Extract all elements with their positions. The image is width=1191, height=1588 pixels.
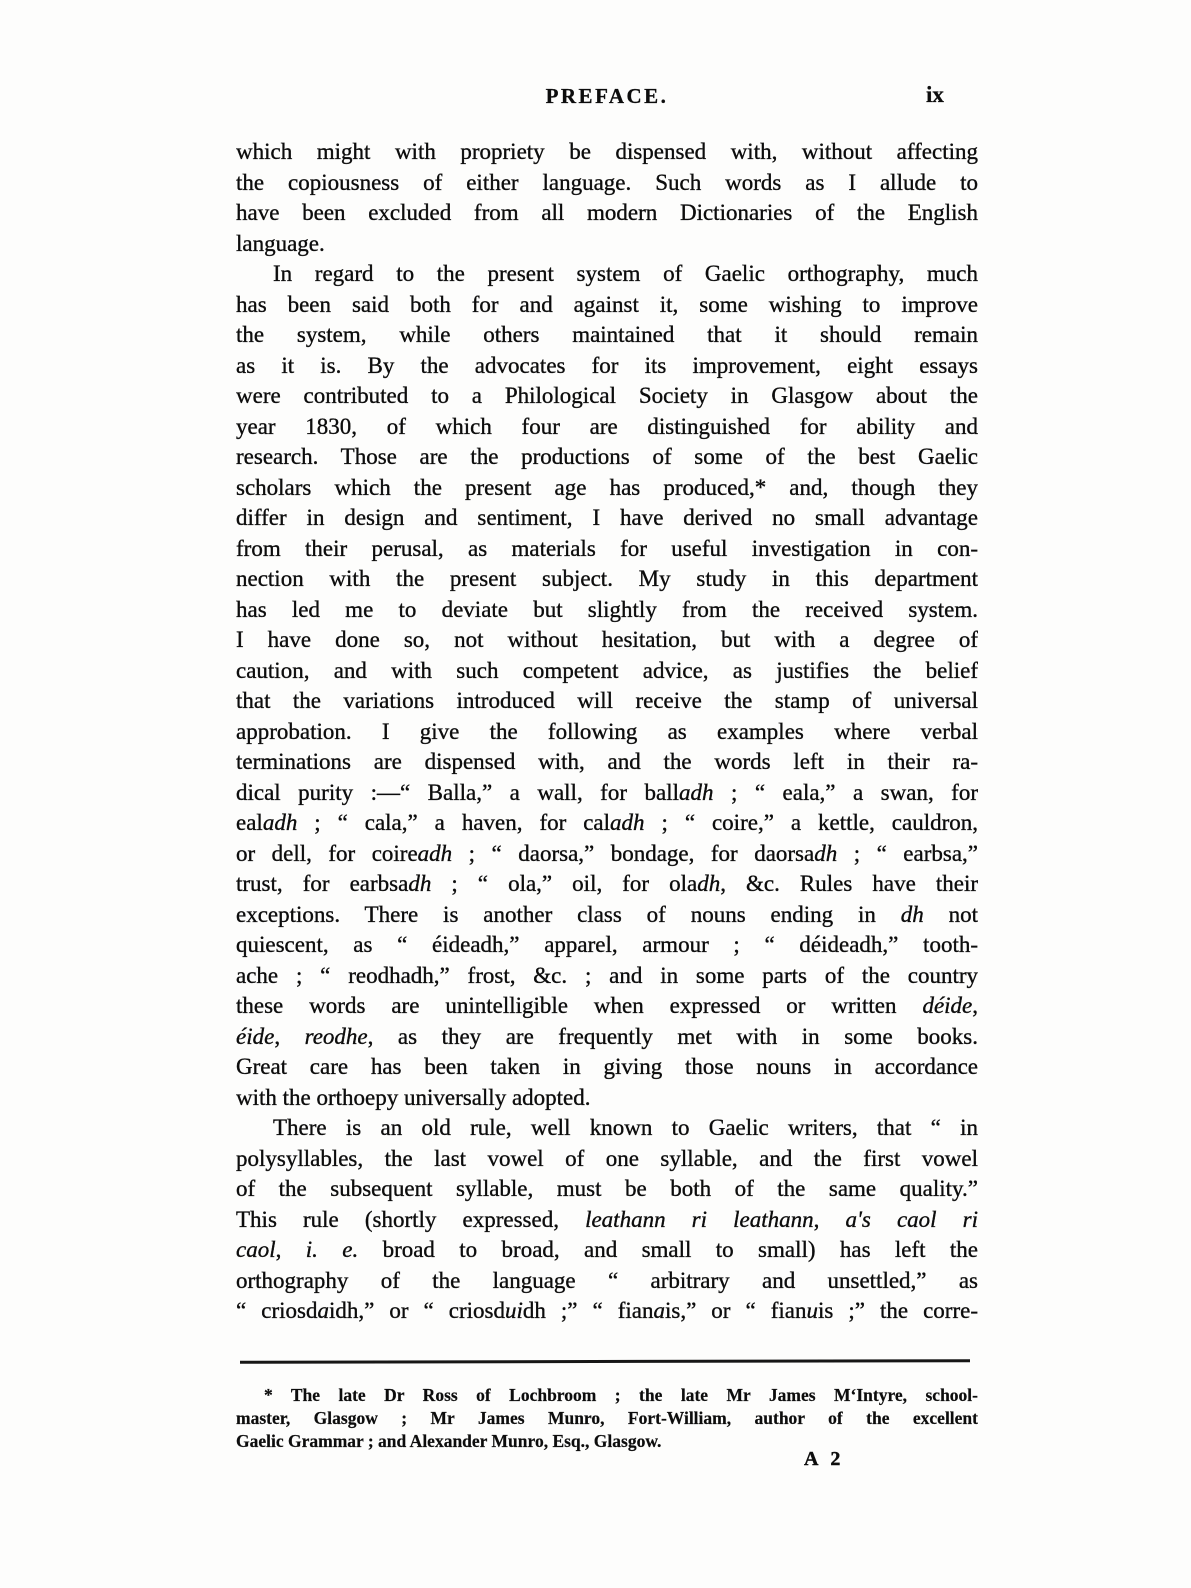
- paragraph: [236, 137, 978, 259]
- text-line: as it is. By the advocates for its improvement, eight essays: [236, 352, 978, 378]
- text-line: from their perusal, as materials for useful investigation in con-: [236, 535, 978, 561]
- text-line: There is an old rule, well known to Gaelic writers, that “ in: [273, 1115, 978, 1140]
- page-number: ix: [926, 82, 944, 107]
- text-line: polysyllables, the last vowel of one syllable, and the first vowel: [236, 1145, 978, 1171]
- text-line: these words are unintelligible when expressed or written déide,: [236, 993, 978, 1018]
- text-line: Great care has been taken in giving those nouns in accordance: [236, 1054, 978, 1079]
- text-line: has been said both for and against it, some wishing to improve: [236, 291, 978, 317]
- text-line: éide, reodhe, as they are frequently met with in some books.: [236, 1023, 978, 1049]
- text-line: ealadh ; “ cala,” a haven, for caladh ; “ coire,” a kettle, cauldron,: [236, 810, 978, 835]
- text-line: has led me to deviate but slightly from the received system.: [236, 596, 978, 622]
- text-line: or dell, for coireadh ; “ daorsa,” bondage, for daorsadh ; “ earbsa,”: [236, 840, 978, 866]
- text-line: exceptions. There is another class of nouns ending in dh not: [236, 901, 978, 927]
- text-line: quiescent, as “ éideadh,” apparel, armour ; “ déideadh,” tooth-: [236, 932, 978, 957]
- text-line: master, Glasgow ; Mr James Munro, Fort-William, author of the excellent: [236, 1408, 978, 1428]
- text-line: language.: [236, 230, 325, 256]
- text-line: differ in design and sentiment, I have derived no small advantage: [236, 505, 978, 530]
- text-line: that the variations introduced will receive the stamp of universal: [236, 688, 978, 713]
- text-line: trust, for earbsadh ; “ ola,” oil, for oladh, &c. Rules have their: [236, 871, 978, 896]
- body-text: [236, 137, 978, 1327]
- text-line: I have done so, not without hesitation, but with a degree of: [236, 627, 978, 652]
- text-line: In regard to the present system of Gaelic orthography, much: [273, 261, 978, 286]
- text-line: the copiousness of either language. Such words as I allude to: [236, 169, 978, 195]
- paragraph: [236, 259, 978, 1113]
- text-line: Gaelic Grammar ; and Alexander Munro, Esq., Glasgow.: [236, 1431, 662, 1451]
- page-title: PREFACE.: [545, 84, 669, 108]
- text-line: orthography of the language “ arbitrary and unsettled,” as: [236, 1267, 978, 1293]
- text-line: nection with the present subject. My study in this department: [236, 566, 978, 591]
- text-line: year 1830, of which four are distinguished for ability and: [236, 413, 978, 439]
- text-line: dical purity :—“ Balla,” a wall, for balladh ; “ eala,” a swan, for: [236, 779, 978, 805]
- text-line: which might with propriety be dispensed with, without affecting: [236, 139, 978, 164]
- text-line: have been excluded from all modern Dictionaries of the English: [236, 200, 978, 225]
- text-line: of the subsequent syllable, must be both of the same quality.”: [236, 1176, 978, 1201]
- text-line: * The late Dr Ross of Lochbroom ; the late Mr James M‘Intyre, school-: [264, 1385, 978, 1405]
- text-line: terminations are dispensed with, and the words left in their ra-: [236, 749, 978, 774]
- text-line: scholars which the present age has produced,* and, though they: [236, 474, 978, 500]
- paragraph: [236, 1113, 978, 1327]
- footnote-divider: [240, 1359, 970, 1364]
- text-line: “ criosdaidh,” or “ criosduidh ;” “ fianais,” or “ fianuis ;” the corre-: [236, 1298, 978, 1323]
- text-line: caol, i. e. broad to broad, and small to small) has left the: [236, 1237, 978, 1262]
- text-line: ache ; “ reodhadh,” frost, &c. ; and in some parts of the country: [236, 962, 978, 988]
- footnote-text: [236, 1384, 978, 1453]
- text-line: caution, and with such competent advice, as justifies the belief: [236, 657, 978, 683]
- text-line: approbation. I give the following as examples where verbal: [236, 718, 978, 744]
- text-line: the system, while others maintained that it should remain: [236, 322, 978, 347]
- text-line: This rule (shortly expressed, leathann ri leathann, a's caol ri: [236, 1206, 978, 1232]
- text-line: were contributed to a Philological Society in Glasgow about the: [236, 383, 978, 408]
- text-line: research. Those are the productions of some of the best Gaelic: [236, 444, 978, 469]
- signature-mark: A 2: [804, 1448, 845, 1470]
- text-line: with the orthoepy universally adopted.: [236, 1084, 591, 1110]
